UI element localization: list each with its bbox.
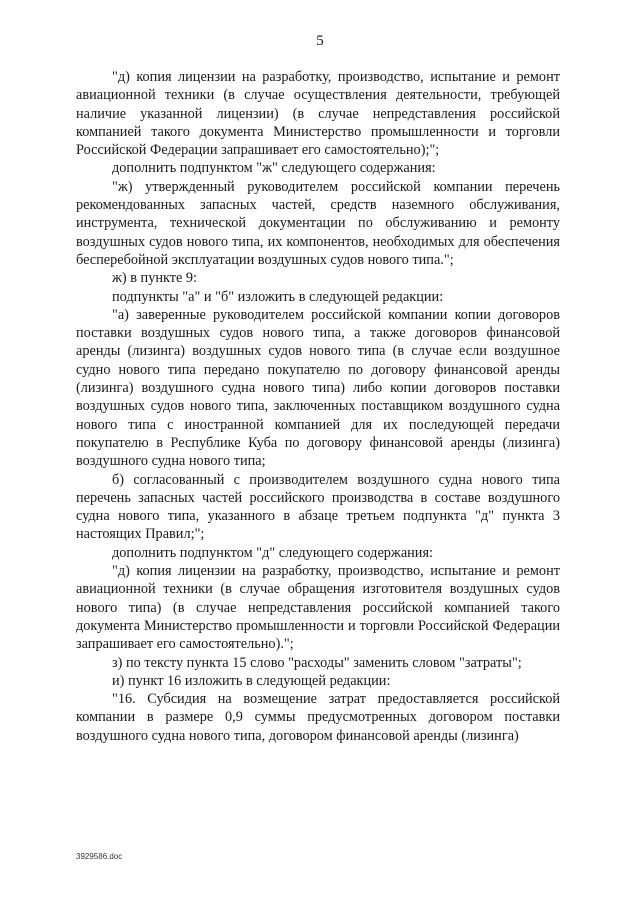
paragraph: "ж) утвержденный руководителем российской компании перечень рекомендованных запасных частей, средств наземного обслуживания, инструмента, технической документации по обслуживанию и ремонту воздушных судов нового типа, их компонентов, необходимых для обеспечения бесперебойной эксплуатации воздушных судов нового типа."; <box>76 178 560 268</box>
paragraph: "д) копия лицензии на разработку, производство, испытание и ремонт авиационной техники (в случае осуществления деятельности, требующей наличие указанной лицензии) (в случае непредставления российской компанией такого документа Министерство промышленности и торговли Российской Федерации запрашивает его самостоятельно);"; <box>76 69 560 159</box>
paragraph: "д) копия лицензии на разработку, производство, испытание и ремонт авиационной техники (в случае обращения изготовителя воздушных судов нового типа) (в случае непредставления российской компанией такого документа Министерство промышленности и торговли Российской Федерации запрашивает его самостоятельно)."; <box>76 563 560 653</box>
paragraph: дополнить подпунктом "ж" следующего содержания: <box>112 160 436 177</box>
document-body <box>76 68 560 745</box>
footer-doc-code: 3929586.doc <box>76 852 123 861</box>
paragraph: б) согласованный с производителем воздушного судна нового типа перечень запасных частей российского производства в составе воздушного судна нового типа, указанного в абзаце третьем подпункта "д" пункта 3 настоящих Правил;"; <box>76 471 560 543</box>
paragraph: "16. Субсидия на возмещение затрат предоставляется российской компании в размере 0,9 суммы предусмотренных договором поставки воздушного судна нового типа, договором финансовой аренды (лизинга) <box>76 691 560 744</box>
paragraph: з) по тексту пункта 15 слово "расходы" заменить словом "затраты"; <box>112 654 522 671</box>
paragraph: "а) заверенные руководителем российской компании копии договоров поставки воздушных судов нового типа, а также договоров финансовой аренды (лизинга) воздушных судов нового типа (в случае если воздушное судно нового типа передано покупателю по договору финансовой аренды (лизинга) воздушного судна нового типа) либо копии договоров поставки воздушных судов нового типа, заключенных поставщиком воздушного судна нового типа с иностранной компанией для их последующей передачи покупателю в Республике Куба по договору финансовой аренды (лизинга) воздушного судна нового типа; <box>76 306 560 470</box>
paragraph: ж) в пункте 9: <box>112 270 198 287</box>
paragraph: подпункты "а" и "б" изложить в следующей редакции: <box>112 288 444 305</box>
page-number: 5 <box>316 33 324 49</box>
paragraph: дополнить подпунктом "д" следующего содержания: <box>112 544 434 561</box>
paragraph: и) пункт 16 изложить в следующей редакции: <box>112 672 391 689</box>
